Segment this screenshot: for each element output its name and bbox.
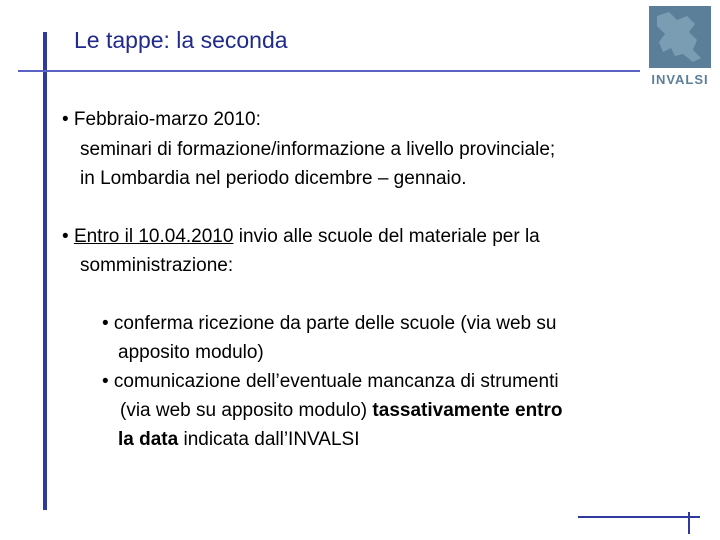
bullet-2-line-1 xyxy=(62,223,540,251)
left-frame-line xyxy=(43,32,47,510)
bullet-1-line-3: in Lombardia nel periodo dicembre – gennaio. xyxy=(80,168,467,189)
subbullet-2-bold: tassativamente entro xyxy=(372,400,563,421)
bullet-2-line-2: somministrazione: xyxy=(80,255,234,276)
logo-map-icon xyxy=(649,6,711,68)
bullet-2-rest: invio alle scuole del materiale per la xyxy=(233,226,540,247)
bottom-frame-line xyxy=(578,516,700,518)
subbullet-2-line-1: • comunicazione dell’eventuale mancanza di strumenti xyxy=(102,371,559,392)
subbullet-2-bold-2: la data xyxy=(118,429,179,450)
subbullet-2-line-2 xyxy=(120,397,563,425)
subbullet-2-normal-2: indicata dall’INVALSI xyxy=(178,429,360,450)
bullet-1-line-1: • Febbraio-marzo 2010: xyxy=(62,109,261,130)
bullet-1-line-2: seminari di formazione/informazione a livello provinciale; xyxy=(80,139,556,160)
title-underline xyxy=(18,70,640,72)
subbullet-1-line-1: • conferma ricezione da parte delle scuole (via web su xyxy=(102,313,557,334)
bottom-frame-tick xyxy=(688,512,690,534)
bullet-2-prefix: • xyxy=(62,226,74,247)
subbullet-2-normal: (via web su apposito modulo) xyxy=(120,400,373,421)
invalsi-logo xyxy=(649,6,711,92)
subbullet-1-line-2: apposito modulo) xyxy=(118,342,264,363)
subbullet-2-line-3 xyxy=(118,426,360,454)
bullet-2-deadline: Entro il 10.04.2010 xyxy=(73,226,234,247)
slide-title: Le tappe: la seconda xyxy=(74,27,288,53)
logo-text: INVALSI xyxy=(651,72,709,87)
